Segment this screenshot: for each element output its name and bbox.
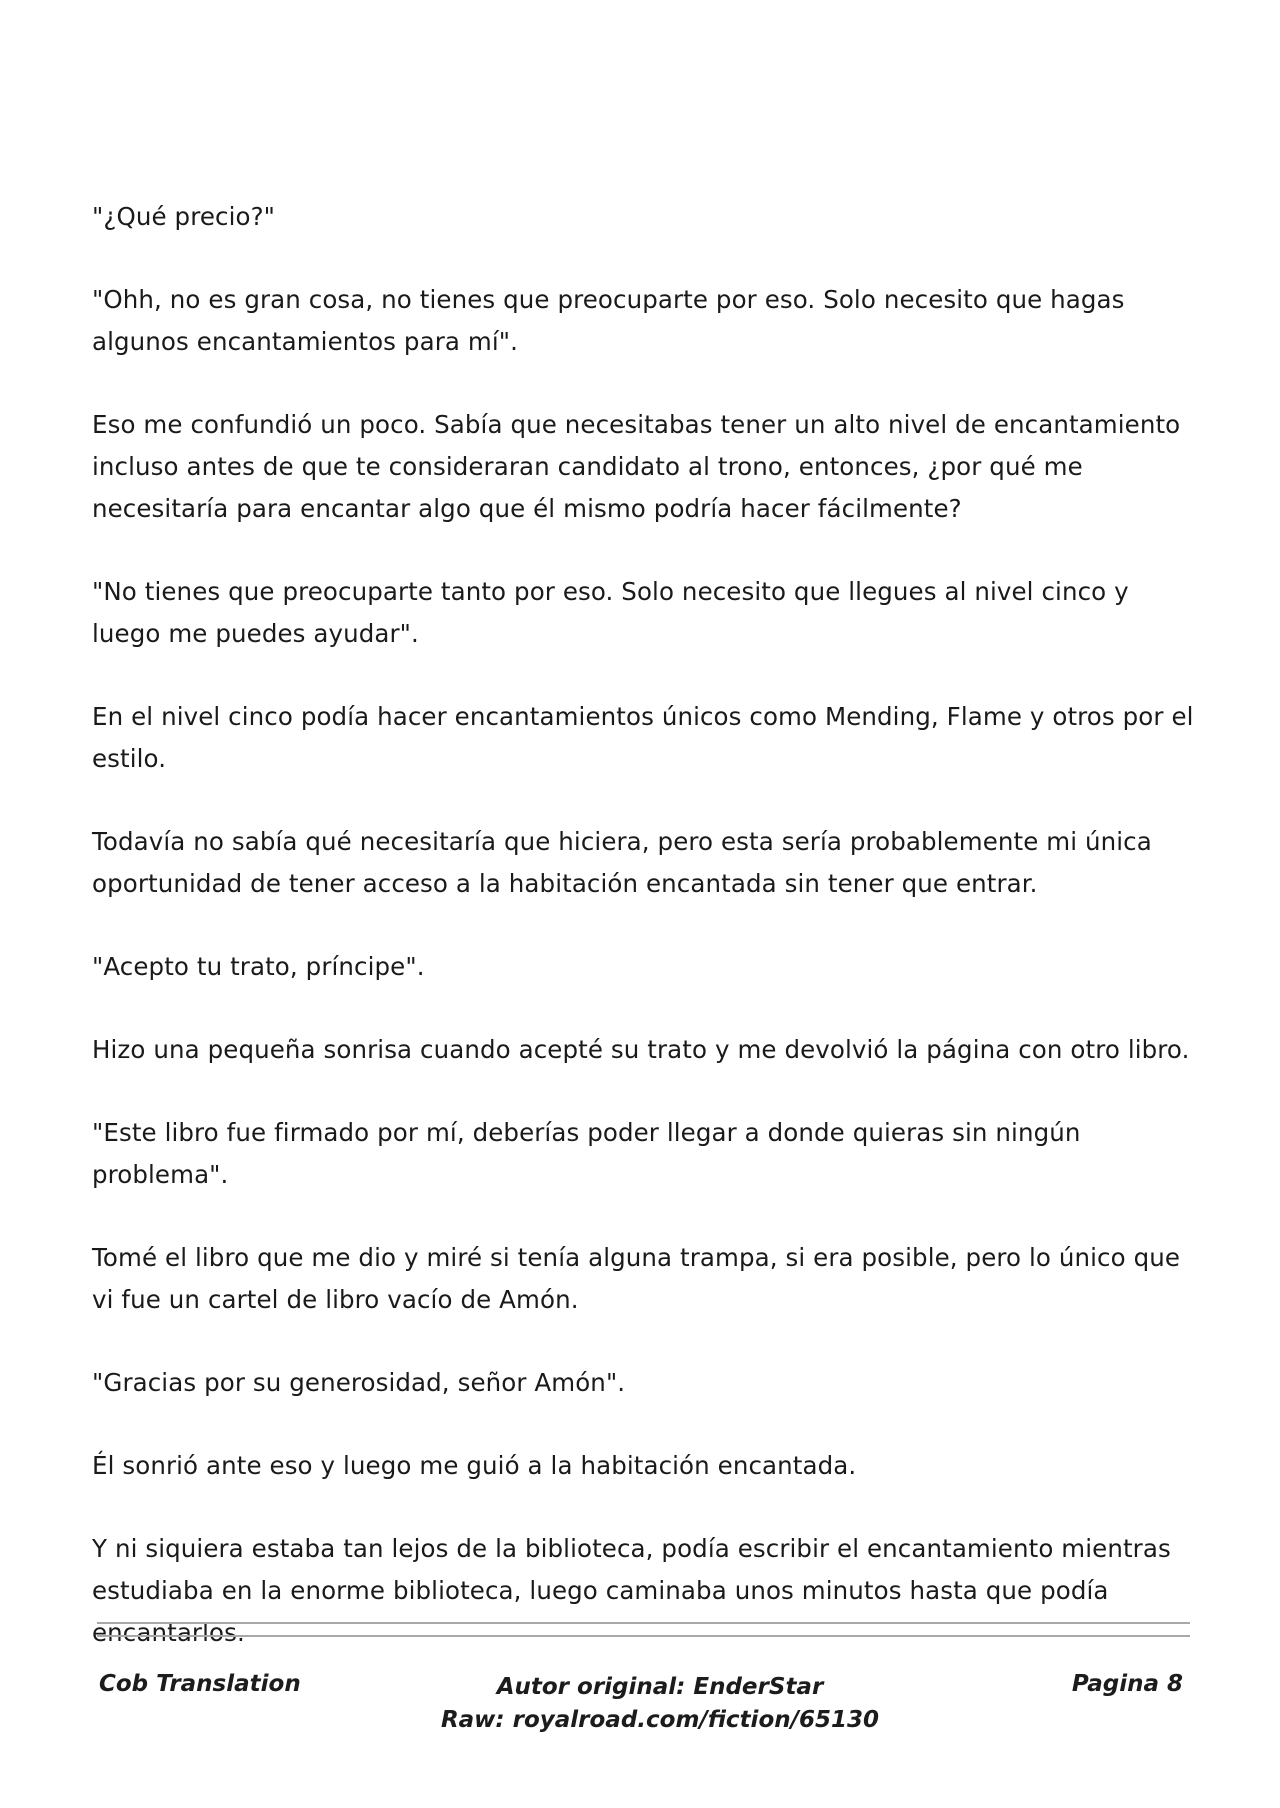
footer-page-number: Pagina 8 <box>1071 1671 1183 1697</box>
paragraph: "Acepto tu trato, príncipe". <box>92 952 425 981</box>
paragraph: Hizo una pequeña sonrisa cuando acepté su trato y me devolvió la página con otro libro. <box>92 1035 1190 1064</box>
body-text <box>92 196 1202 1695</box>
paragraph: "Gracias por su generosidad, señor Amón". <box>92 1368 626 1397</box>
footer-translator: Cob Translation <box>99 1671 301 1697</box>
paragraph: "No tienes que preocuparte tanto por eso. Solo necesito que llegues al nivel cinco y luego me puedes ayudar". <box>92 577 1129 648</box>
footer-author: Autor original: EnderStar <box>496 1674 824 1700</box>
paragraph: "Este libro fue firmado por mí, deberías poder llegar a donde quieras sin ningún problema". <box>92 1118 1081 1189</box>
paragraph: "Ohh, no es gran cosa, no tienes que preocuparte por eso. Solo necesito que hagas algunos encantamientos para mí". <box>92 285 1125 356</box>
footer-divider-top <box>97 1622 1190 1624</box>
paragraph: Eso me confundió un poco. Sabía que necesitabas tener un alto nivel de encantamiento incluso antes de que te consideraran candidato al trono, entonces, ¿por qué me necesitaría para encantar algo que él mismo podría hacer fácilmente? <box>92 410 1181 523</box>
paragraph: Tomé el libro que me dio y miré si tenía alguna trampa, si era posible, pero lo único que vi fue un cartel de libro vacío de Amón. <box>92 1243 1181 1314</box>
paragraph: Todavía no sabía qué necesitaría que hiciera, pero esta sería probablemente mi única oportunidad de tener acceso a la habitación encantada sin tener que entrar. <box>92 827 1152 898</box>
paragraph: "¿Qué precio?" <box>92 202 276 231</box>
footer-divider-bottom <box>97 1635 1190 1637</box>
paragraph: En el nivel cinco podía hacer encantamientos únicos como Mending, Flame y otros por el estilo. <box>92 702 1194 773</box>
paragraph: Él sonrió ante eso y luego me guió a la habitación encantada. <box>92 1451 857 1480</box>
footer-credits <box>340 1671 980 1737</box>
paragraph: Y ni siquiera estaba tan lejos de la biblioteca, podía escribir el encantamiento mientras estudiaba en la enorme biblioteca, luego caminaba unos minutos hasta que podía encantarlos. <box>92 1534 1171 1647</box>
footer-raw-source: Raw: royalroad.com/fiction/65130 <box>440 1707 880 1733</box>
